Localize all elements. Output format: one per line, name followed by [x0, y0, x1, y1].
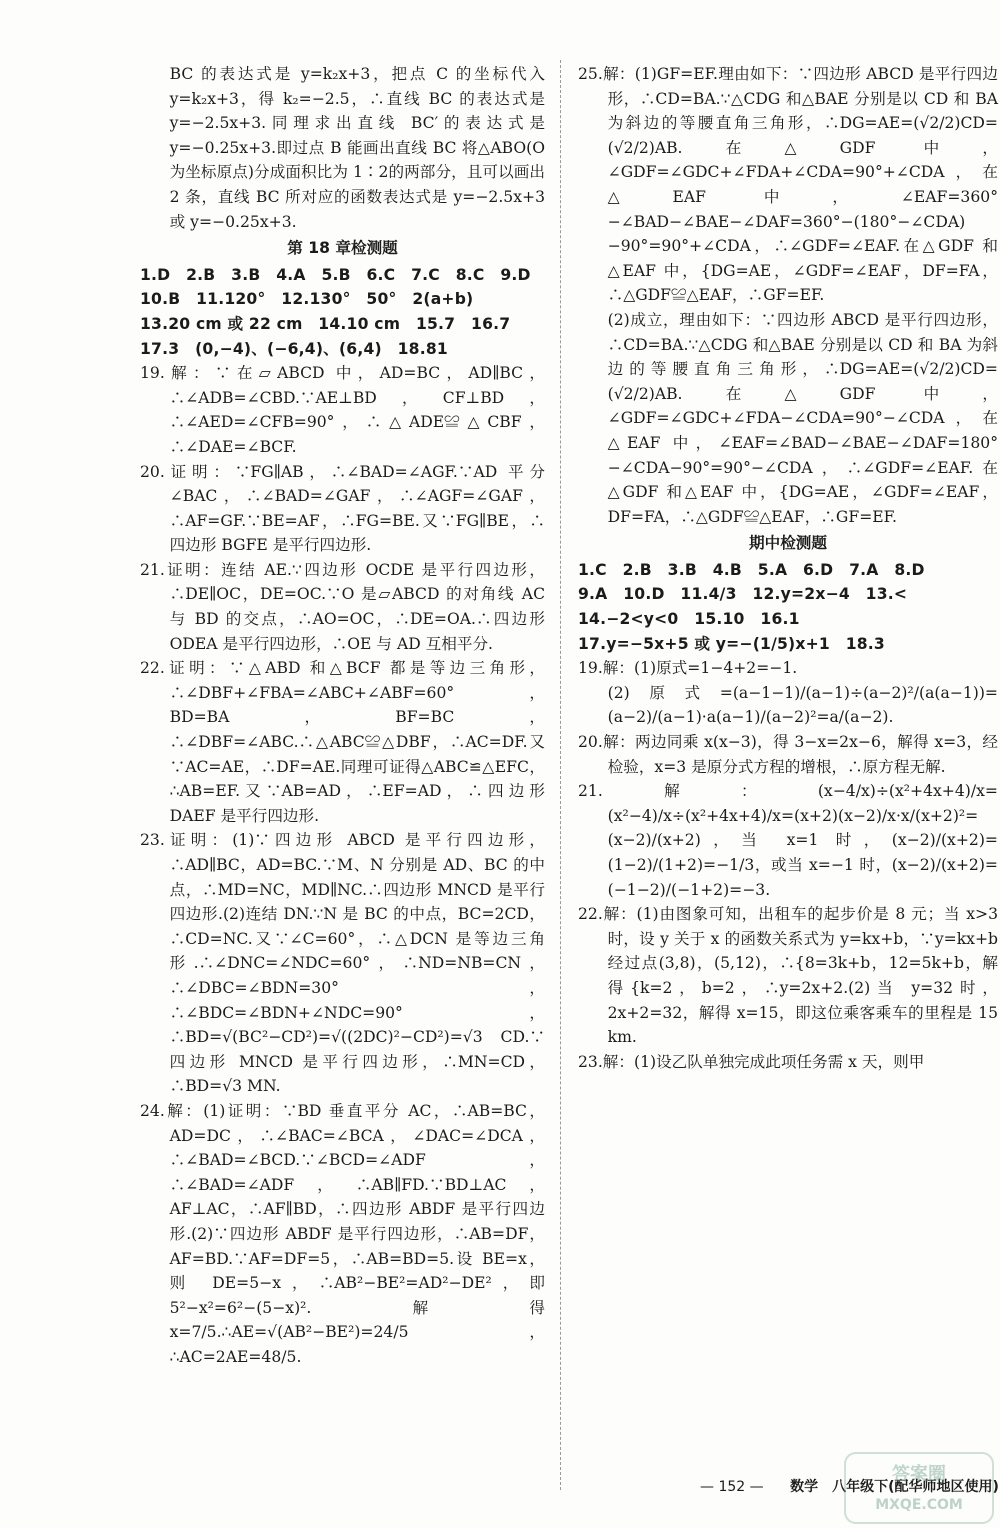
question-24: 24.解：(1)证明：∵BD 垂直平分 AC，∴AB=BC，AD=DC，∴∠BAC=∠BCA，∠DAC=∠DCA，∴∠BAD=∠BCD.∵∠BCD=∠ADF，∴∠BAD=∠ADF，∴AB∥FD.∵BD⊥AC，AF⊥AC，∴AF∥BD，∴四边形 ABDF 是平行四边形.(2)∵四边形 ABDF 是平行四边形，∴AB=DF，AF=BD.∵AF=DF=5，∴AB=BD=5.设 BE=x，则 DE=5−x，∴AB²−BE²=AD²−DE²，即 5²−x²=6²−(5−x)².解得 x=7/5.∴AE=√(AB²−BE²)=24/5，∴AC=2AE=48/5. — [140, 1101, 545, 1366]
question-25-part2: (2)成立，理由如下：∵四边形 ABCD 是平行四边形，∴CD=BA.∵△CDG 和△BAE 分别是以 CD 和 BA 为斜边的等腰直角三角形，∴DG=AE=(√2/2)CD=(√2/2)AB.在△GDF 中，∠GDF=∠GDC+∠FDA−∠CDA=90°−∠CDA，在△EAF 中，∠EAF=∠BAD−∠BAE−∠DAF=180°−∠CDA−90°=90°−∠CDA，∴∠GDF=∠EAF.在△GDF 和△EAF 中，{DG=AE，∠GDF=∠EAF，DF=FA，∴△GDF≌△EAF，∴GF=EF. — [607, 310, 998, 526]
book-title: 数学 八年级下(配华师地区使用) — [790, 1479, 999, 1495]
left-column — [140, 62, 545, 1369]
midterm-answer-line-1: 1.C 2.B 3.B 4.B 5.A 6.D 7.A 8.D — [578, 560, 925, 579]
page-number: — 152 — — [700, 1479, 764, 1495]
midterm-answer-line-4: 17.y=−5x+5 或 y=−(1/5)x+1 18.3 — [578, 634, 885, 653]
midterm-question-23: 23.解：(1)设乙队单独完成此项任务需 x 天，则甲 — [578, 1052, 925, 1071]
midterm-question-21: 21.解：(x−4/x)÷(x²+4x+4)/x=(x²−4)/x÷(x²+4x+4)/x=(x+2)(x−2)/x·x/(x+2)²=(x−2)/(x+2)，当 x=1 时，(x−2)/(x+2)=(1−2)/(1+2)=−1/3，或当 x=−1 时，(x−2)/(x+2)=(−1−2)/(−1+2)=−3. — [578, 782, 998, 899]
watermark-text: 答案圈 — [892, 1464, 946, 1485]
midterm-question-22: 22.解：(1)由图象可知，出租车的起步价是 8 元；当 x>3 时，设 y 关于 x 的函数关系式为 y=kx+b，∵y=kx+b 经过点(3,8)，(5,12)，∴{8=3k+b，12=5k+b，解得{k=2，b=2，∴y=2x+2.(2)当 y=32时，2x+2=32，解得 x=15，即这位乘客乘车的里程是 15 km. — [578, 905, 998, 1047]
answer-line-2: 10.B 11.120° 12.130° 50° 2(a+b) — [140, 290, 474, 309]
section-heading-midterm: 期中检测题 — [749, 534, 827, 553]
question-23: 23.证明：(1)∵四边形 ABCD 是平行四边形，∴AD∥BC，AD=BC.∵M、N 分别是 AD、BC 的中点，∴MD=NC，MD∥NC.∴四边形 MNCD 是平行四边形.(2)连结 DN.∵N 是 BC 的中点，BC=2CD，∴CD=NC.又∵∠C=60°，∴△DCN 是等边三角形.∴∠DNC=∠NDC=60°，∴ND=NB=CN，∴∠DBC=∠BDN=30°，∴∠BDC=∠BDN+∠NDC=90°，∴BD=√(BC²−CD²)=√((2DC)²−CD²)=√3 CD.∵四边形 MNCD 是平行四边形，∴MN=CD，∴BD=√3 MN. — [140, 831, 545, 1096]
watermark-url: MXQE.COM — [875, 1497, 963, 1513]
midterm-question-19-part2: (2)原式=(a−1−1)/(a−1)÷(a−2)²/(a(a−1))=(a−2)/(a−1)·a(a−1)/(a−2)²=a/(a−2). — [607, 683, 998, 727]
right-column — [578, 62, 998, 1074]
question-19: 19.解：∵在▱ABCD 中，AD=BC，AD∥BC，∴∠ADB=∠CBD.∵AE⊥BD，CF⊥BD，∴∠AED=∠CFB=90°，∴△ADE≌△CBF，∴∠DAE=∠BCF. — [140, 364, 545, 456]
watermark-logo — [844, 1452, 994, 1524]
question-21: 21.证明：连结 AE.∵四边形 OCDE 是平行四边形，∴DE∥OC，DE=OC.∵O 是▱ABCD 的对角线 AC 与 BD 的交点，∴AO=OC，∴DE=OA.∴四边形 ODEA 是平行四边形，∴OE 与 AD 互相平分. — [140, 560, 545, 653]
previous-answer-continuation: BC 的表达式是 y=k₂x+3，把点 C 的坐标代入 y=k₂x+3，得 k₂=−2.5，∴直线 BC 的表达式是 y=−2.5x+3.同理求出直线 BC′的表达式是 y=−0.25x+3.即过点 B 能画出直线 BC 将△ABO(O 为坐标原点)分成面积比为 1∶2的两部分，且可以画出 2 条，直线 BC 所对应的函数表达式是 y=−2.5x+3 或 y=−0.25x+3. — [169, 65, 545, 231]
midterm-question-19: 19.解：(1)原式=1−4+2=−1. — [578, 659, 798, 678]
section-heading-ch18: 第 18 章检测题 — [287, 239, 398, 258]
answer-line-3: 13.20 cm 或 22 cm 14.10 cm 15.7 16.7 — [140, 314, 511, 333]
column-divider — [560, 60, 561, 1490]
midterm-answer-line-2: 9.A 10.D 11.4/3 12.y=2x−4 13.< — [578, 585, 908, 604]
answer-line-1: 1.D 2.B 3.B 4.A 5.B 6.C 7.C 8.C 9.D — [140, 265, 531, 284]
question-20: 20.证明：∵FG∥AB，∴∠BAD=∠AGF.∵AD 平分∠BAC，∴∠BAD=∠GAF，∴∠AGF=∠GAF，∴AF=GF.∵BE=AF，∴FG=BE.又∵FG∥BE，∴四边形 BGFE 是平行四边形. — [140, 462, 545, 555]
question-22: 22.证明：∵△ABD 和△BCF 都是等边三角形，∴∠DBF+∠FBA=∠ABC+∠ABF=60°，BD=BA，BF=BC，∴∠DBF=∠ABC.∴△ABC≌△DBF，∴AC=DF.又∵AC=AE，∴DF=AE.同理可证得△ABC≌△EFC，∴AB=EF.又∵AB=AD，∴EF=AD，∴四边形 DAEF 是平行四边形. — [140, 659, 545, 825]
midterm-question-20: 20.解：两边同乘 x(x−3)，得 3−x=2x−6，解得 x=3，经检验，x=3 是原分式方程的增根，∴原方程无解. — [578, 733, 998, 776]
question-25-part1: 25.解：(1)GF=EF.理由如下：∵四边形 ABCD 是平行四边形，∴CD=BA.∵△CDG 和△BAE 分别是以 CD 和 BA 为斜边的等腰直角三角形，∴DG=AE=(√2/2)CD=(√2/2)AB.在△GDF 中，∠GDF=∠GDC+∠FDA+∠CDA=90°+∠CDA，在△EAF 中，∠EAF=360°−∠BAD−∠BAE−∠DAF=360°−(180°−∠CDA)−90°=90°+∠CDA，∴∠GDF=∠EAF.在△GDF 和△EAF 中，{DG=AE，∠GDF=∠EAF，DF=FA，∴△GDF≌△EAF，∴GF=EF. — [578, 65, 998, 305]
answer-line-4: 17.3 (0,−4)、(−6,4)、(6,4) 18.81 — [140, 339, 448, 358]
midterm-answer-line-3: 14.−2<y<0 15.10 16.1 — [578, 610, 800, 629]
